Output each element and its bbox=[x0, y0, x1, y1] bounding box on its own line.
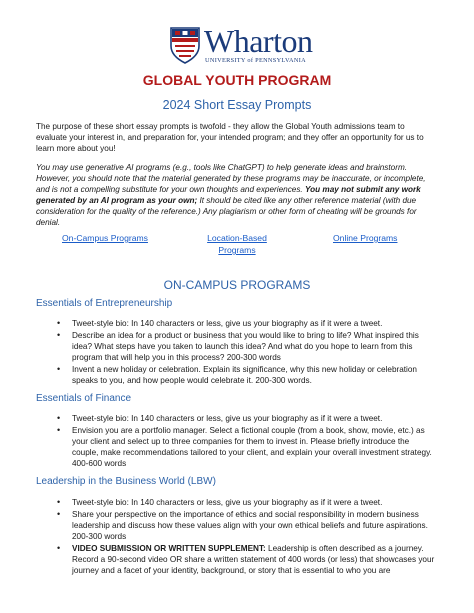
subheading-finance: Essentials of Finance bbox=[36, 393, 132, 404]
intro-paragraph: The purpose of these short essay prompts is twofold - they allow the Global Youth admissions team to evaluate your interest in, and preparation for, your intended program; and they offer an opportunity for us to learn more about you! bbox=[36, 122, 424, 153]
bullet-icon: • bbox=[57, 318, 61, 328]
prompt-text: Describe an idea for a product or business that you would like to bring to life? What inspired this idea? What steps have you taken to launch this idea? And what do you hope to learn from this program that will help you in this process? 200-300 words bbox=[72, 331, 419, 362]
bullet-icon: • bbox=[57, 413, 61, 423]
bullet-icon: • bbox=[57, 543, 61, 553]
link-on-campus-programs[interactable]: On-Campus Programs bbox=[62, 233, 148, 243]
prompt-text: Leadership is often described as a journey. Record a 90-second video OR share a written statement of 400 words (or less) that showcases your journey and a facet of your identity, background, or story that is essential to who you are bbox=[72, 544, 435, 575]
bullet-icon: • bbox=[57, 364, 61, 374]
penn-shield-icon bbox=[169, 26, 201, 64]
prompt-text: Tweet-style bio: In 140 characters or less, give us your biography as if it were a tweet. bbox=[72, 319, 383, 328]
ai-policy-text-a: You may use generative AI programs (e.g., tools like ChatGPT) to help generate ideas and brainstorm. However, you should note that the material generated by these programs may be inaccurate, or incomplete, and is not a compelling substitute for your own thoughts and experiences. bbox=[36, 163, 426, 194]
lbw-prompts bbox=[36, 497, 436, 577]
list-item bbox=[36, 413, 436, 424]
wordmark: Wharton bbox=[204, 23, 313, 59]
subheading-entrepreneurship: Essentials of Entrepreneurship bbox=[36, 298, 173, 309]
page-subtitle: 2024 Short Essay Prompts bbox=[162, 98, 312, 112]
prompt-text: Invent a new holiday or celebration. Explain its significance, why this new holiday or celebration speaks to you, and how people would celebrate it. 200-300 words. bbox=[72, 365, 417, 385]
section-heading-on-campus: ON-CAMPUS PROGRAMS bbox=[163, 278, 311, 292]
prompt-text: Tweet-style bio: In 140 characters or less, give us your biography as if it were a tweet. bbox=[72, 414, 383, 423]
video-label: VIDEO SUBMISSION OR WRITTEN SUPPLEMENT: bbox=[72, 544, 266, 553]
university-name: UNIVERSITY of PENNSYLVANIA bbox=[205, 57, 306, 64]
prompt-text: Tweet-style bio: In 140 characters or less, give us your biography as if it were a tweet. bbox=[72, 498, 383, 507]
bullet-icon: • bbox=[57, 509, 61, 519]
list-item bbox=[36, 509, 436, 542]
prompt-text: Envision you are a portfolio manager. Select a fictional couple (from a book, show, movie, etc.) as your client and select up to three companies for them to invest in. Please briefly introduce the couple, make recommendations tailored to your client, and explain your overall investment strategy. 400-600 words bbox=[72, 426, 432, 468]
program-links bbox=[36, 232, 438, 262]
list-item bbox=[36, 318, 436, 329]
list-item bbox=[36, 497, 436, 508]
page-title: GLOBAL YOUTH PROGRAM bbox=[142, 72, 332, 88]
bullet-icon: • bbox=[57, 330, 61, 340]
ai-policy-text-c: It should be cited like any other reference material (with due consideration for the quality of the reference.) Any plagiarism or other form of cheating will be grounds for denial. bbox=[36, 196, 417, 227]
list-item bbox=[36, 330, 436, 363]
entrepreneurship-prompts bbox=[36, 318, 436, 387]
wharton-logo bbox=[169, 24, 319, 68]
ai-policy-emphasis: You may not submit any work generated by an AI program as your own; bbox=[36, 185, 421, 205]
prompt-text: Share your perspective on the importance of ethics and social responsibility in modern business leadership and discuss how these values align with your own ethical beliefs and future aspirations. 200-300 words bbox=[72, 510, 428, 541]
bullet-icon: • bbox=[57, 425, 61, 435]
finance-prompts bbox=[36, 413, 436, 470]
list-item bbox=[36, 543, 436, 576]
list-item bbox=[36, 425, 436, 469]
ai-policy-paragraph bbox=[36, 162, 436, 228]
bullet-icon: • bbox=[57, 497, 61, 507]
link-location-based-programs[interactable]: Location-Based Programs bbox=[207, 233, 267, 255]
list-item bbox=[36, 364, 436, 386]
link-online-programs[interactable]: Online Programs bbox=[333, 233, 398, 243]
subheading-lbw: Leadership in the Business World (LBW) bbox=[36, 476, 216, 487]
